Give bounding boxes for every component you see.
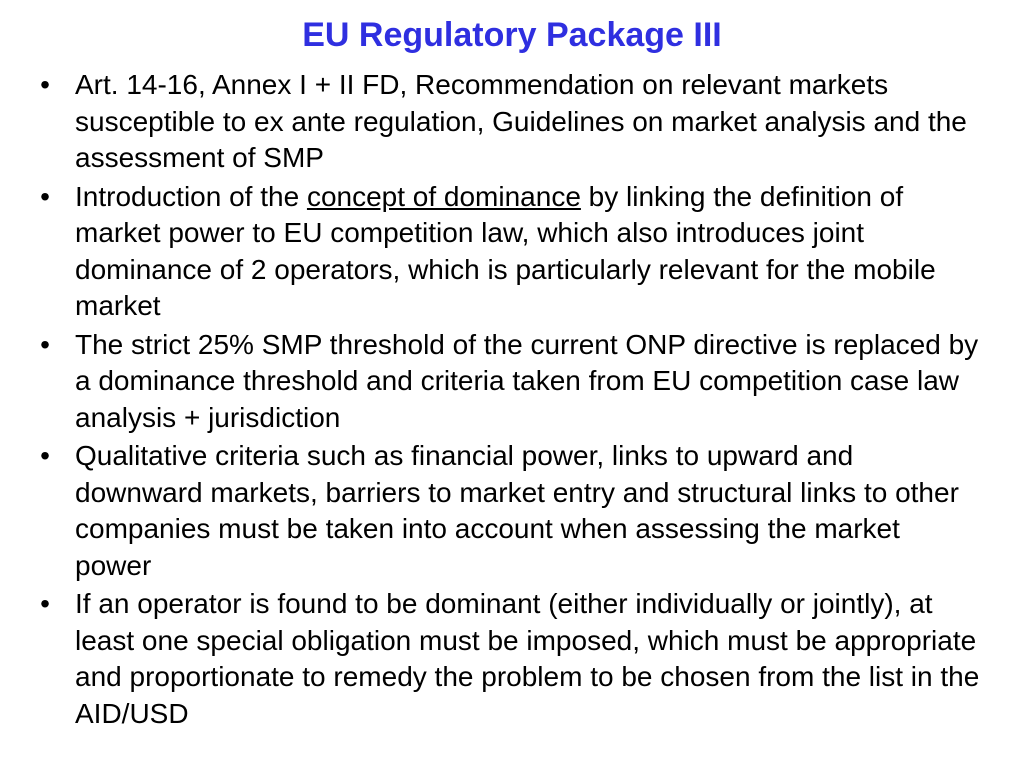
bullet-dot-icon: • <box>40 588 50 619</box>
bullet-dot-icon: • <box>40 328 50 360</box>
bullet-text-before: Introduction of the <box>75 180 307 212</box>
bullet-list <box>30 67 980 734</box>
bullet-text: The strict 25% SMP threshold of the current ONP directive is replaced by a dominance threshold and criteria taken from EU competition case law analysis + jurisdiction <box>75 328 979 433</box>
concept-of-dominance-emphasis: concept of dominance <box>306 180 581 212</box>
bullet-text: Qualitative criteria such as financial power, links to upward and downward markets, barriers to market entry and structural links to other companies must be taken into account when assessing the market power <box>75 440 959 581</box>
bullet-text <box>75 181 936 322</box>
bullet-item <box>30 179 980 325</box>
bullet-item <box>30 438 980 584</box>
bullet-text: If an operator is found to be dominant (either individually or jointly), at least one special obligation must be imposed, which must be appropriate and proportionate to remedy the problem to be chosen from the list in the AID/USD <box>75 588 980 729</box>
bullet-item <box>30 586 980 732</box>
bullet-dot-icon: • <box>40 69 50 100</box>
slide-title: EU Regulatory Package III <box>302 16 722 54</box>
bullet-item <box>30 327 980 437</box>
bullet-dot-icon: • <box>40 180 50 212</box>
bullet-dot-icon: • <box>40 440 50 471</box>
bullet-text-after: by linking the definition of market power to EU competition law, which also introduces joint dominance of 2 operators, which is particularly relevant for the mobile market <box>75 180 936 321</box>
bullet-text: Art. 14-16, Annex I + II FD, Recommendation on relevant markets susceptible to ex ante regulation, Guidelines on market analysis and the assessment of SMP <box>75 69 967 173</box>
bullet-item <box>30 67 980 177</box>
